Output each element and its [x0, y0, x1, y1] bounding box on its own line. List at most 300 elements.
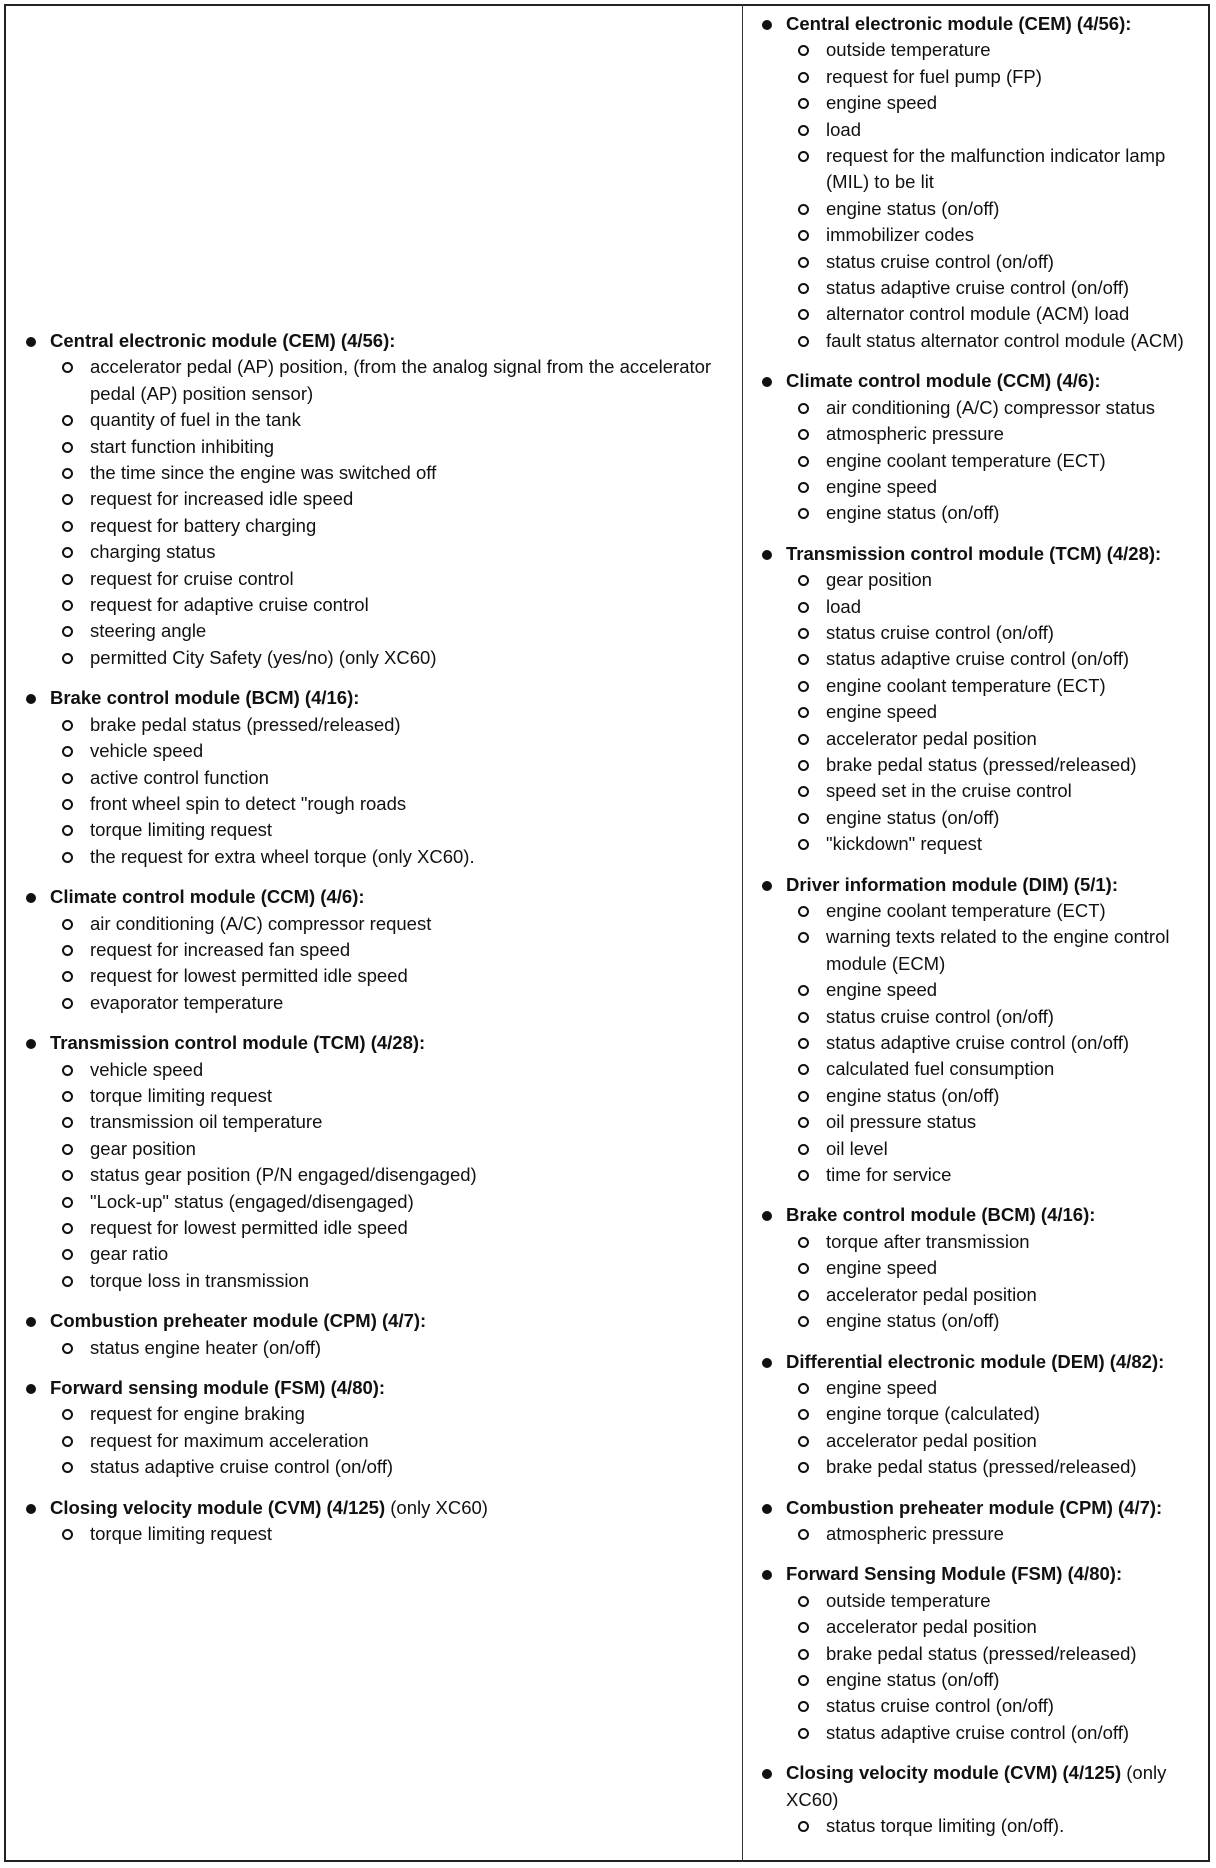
hollow-bullet-icon: [798, 508, 809, 519]
signal-item: [756, 1667, 1206, 1693]
signal-text: torque limiting request: [90, 819, 273, 841]
signal-list: [756, 1521, 1206, 1547]
bullet-icon: [762, 1570, 772, 1580]
signal-list: [756, 1375, 1206, 1481]
signal-list: [20, 1057, 720, 1295]
signal-text: engine speed: [826, 701, 938, 723]
hollow-bullet-icon: [798, 813, 809, 824]
module-section: [756, 1202, 1206, 1334]
signal-text: status cruise control (on/off): [826, 621, 1054, 643]
hollow-bullet-icon: [798, 985, 809, 996]
hollow-bullet-icon: [62, 1249, 73, 1260]
signal-item: [756, 1255, 1206, 1281]
signal-item: [756, 117, 1206, 143]
signal-item: [756, 1004, 1206, 1030]
module-section: [756, 368, 1206, 526]
module-heading: [756, 1561, 1206, 1587]
signal-text: torque limiting request: [90, 1523, 273, 1545]
signal-item: [20, 963, 720, 989]
hollow-bullet-icon: [62, 945, 73, 956]
module-title: Transmission control module (TCM) (4/28):: [50, 1032, 426, 1054]
module-section: [20, 1030, 720, 1294]
hollow-bullet-icon: [798, 760, 809, 771]
signal-item: [20, 990, 720, 1016]
hollow-bullet-icon: [798, 1316, 809, 1327]
bullet-icon: [762, 881, 772, 891]
hollow-bullet-icon: [62, 1197, 73, 1208]
module-heading: [20, 884, 720, 910]
hollow-bullet-icon: [798, 1290, 809, 1301]
signal-item: [756, 500, 1206, 526]
hollow-bullet-icon: [62, 468, 73, 479]
hollow-bullet-icon: [798, 1728, 809, 1739]
signal-text: request for increased fan speed: [90, 938, 351, 960]
hollow-bullet-icon: [798, 1064, 809, 1075]
module-title: Climate control module (CCM) (4/6):: [50, 886, 365, 908]
signal-item: [756, 249, 1206, 275]
signal-text: torque after transmission: [826, 1230, 1030, 1252]
signal-item: [756, 275, 1206, 301]
signal-text: the time since the engine was switched off: [90, 462, 437, 484]
signal-item: [756, 1030, 1206, 1056]
hollow-bullet-icon: [798, 45, 809, 56]
signal-text: engine coolant temperature (ECT): [826, 900, 1106, 921]
signal-item: [756, 1056, 1206, 1082]
signal-list: [20, 354, 720, 671]
signal-text: engine torque (calculated): [826, 1403, 1040, 1425]
signal-item: [20, 1162, 720, 1188]
signal-text: transmission oil temperature: [90, 1111, 323, 1133]
signal-text: status torque limiting (on/off).: [826, 1815, 1065, 1836]
signal-text: outside temperature: [826, 39, 991, 61]
hollow-bullet-icon: [798, 336, 809, 347]
signal-text: gear position: [826, 569, 932, 591]
signal-item: [20, 645, 720, 671]
bullet-icon: [762, 20, 772, 30]
hollow-bullet-icon: [798, 403, 809, 414]
signal-item: [20, 592, 720, 618]
hollow-bullet-icon: [798, 1263, 809, 1274]
module-section: [756, 1760, 1206, 1839]
signal-text: engine status (on/off): [826, 806, 1000, 828]
signal-item: [756, 1454, 1206, 1480]
module-heading: [756, 368, 1206, 394]
signal-text: engine speed: [826, 1257, 938, 1279]
signal-text: speed set in the cruise control: [826, 780, 1072, 802]
signal-list: [756, 1229, 1206, 1335]
hollow-bullet-icon: [798, 1144, 809, 1155]
signal-item: [20, 765, 720, 791]
signal-item: [756, 90, 1206, 116]
signal-item: [20, 618, 720, 644]
hollow-bullet-icon: [798, 456, 809, 467]
signal-item: [756, 673, 1206, 699]
signal-item: [756, 301, 1206, 327]
signal-text: brake pedal status (pressed/released): [826, 1642, 1137, 1664]
signal-item: [756, 778, 1206, 804]
signal-item: [756, 421, 1206, 447]
hollow-bullet-icon: [798, 98, 809, 109]
hollow-bullet-icon: [798, 575, 809, 586]
signal-item: [20, 539, 720, 565]
module-heading: [20, 685, 720, 711]
bullet-icon: [26, 1504, 36, 1514]
bullet-icon: [762, 1504, 772, 1514]
hollow-bullet-icon: [62, 1144, 73, 1155]
module-section: [756, 11, 1206, 354]
hollow-bullet-icon: [62, 415, 73, 426]
signal-item: [20, 1401, 720, 1427]
signal-list: [20, 1401, 720, 1480]
module-section: [20, 1308, 720, 1361]
hollow-bullet-icon: [62, 773, 73, 784]
module-section: [756, 541, 1206, 858]
module-heading: [756, 1202, 1206, 1228]
bullet-icon: [762, 377, 772, 387]
hollow-bullet-icon: [798, 839, 809, 850]
signal-text: engine status (on/off): [826, 1084, 1000, 1106]
hollow-bullet-icon: [798, 654, 809, 665]
module-heading: [20, 328, 720, 354]
signal-item: [756, 474, 1206, 500]
signal-text: calculated fuel consumption: [826, 1058, 1055, 1080]
signal-list: [756, 1813, 1206, 1839]
signal-item: [20, 1215, 720, 1241]
signal-item: [756, 831, 1206, 857]
signal-text: start function inhibiting: [90, 435, 275, 457]
hollow-bullet-icon: [62, 1065, 73, 1076]
signal-list: [756, 898, 1206, 1188]
bullet-icon: [26, 1317, 36, 1327]
signal-text: accelerator pedal position: [826, 1616, 1037, 1638]
module-heading: [756, 872, 1206, 898]
bullet-icon: [26, 694, 36, 704]
signal-text: vehicle speed: [90, 1058, 204, 1080]
module-title: Forward sensing module (FSM) (4/80):: [50, 1377, 386, 1399]
module-title: Forward Sensing Module (FSM) (4/80):: [786, 1563, 1123, 1585]
module-title: Brake control module (BCM) (4/16):: [786, 1204, 1096, 1226]
signal-text: status cruise control (on/off): [826, 1695, 1054, 1717]
hollow-bullet-icon: [62, 825, 73, 836]
signal-item: [20, 1268, 720, 1294]
signal-item: [756, 328, 1206, 354]
hollow-bullet-icon: [798, 257, 809, 268]
signal-list: [756, 37, 1206, 354]
signal-text: status adaptive cruise control (on/off): [826, 277, 1130, 299]
signal-item: [20, 1109, 720, 1135]
left-column: [20, 328, 720, 1561]
signal-item: [756, 1229, 1206, 1255]
hollow-bullet-icon: [798, 204, 809, 215]
signal-item: [756, 1720, 1206, 1746]
hollow-bullet-icon: [62, 547, 73, 558]
module-heading: [756, 11, 1206, 37]
signal-item: [20, 712, 720, 738]
hollow-bullet-icon: [798, 283, 809, 294]
hollow-bullet-icon: [798, 1170, 809, 1181]
hollow-bullet-icon: [62, 442, 73, 453]
hollow-bullet-icon: [798, 1038, 809, 1049]
signal-item: [756, 395, 1206, 421]
signal-text: accelerator pedal position: [826, 1283, 1037, 1305]
signal-text: status engine heater (on/off): [90, 1336, 322, 1358]
signal-item: [756, 1813, 1206, 1839]
hollow-bullet-icon: [798, 1012, 809, 1023]
module-heading: [756, 1760, 1206, 1813]
signal-text: atmospheric pressure: [826, 1522, 1004, 1544]
hollow-bullet-icon: [62, 720, 73, 731]
hollow-bullet-icon: [798, 932, 809, 943]
signal-item: [20, 1083, 720, 1109]
bullet-icon: [26, 893, 36, 903]
signal-item: [20, 911, 720, 937]
module-title-suffix: (only XC60): [385, 1496, 488, 1518]
signal-item: [20, 1241, 720, 1267]
module-title: Central electronic module (CEM) (4/56):: [50, 330, 396, 351]
hollow-bullet-icon: [798, 482, 809, 493]
signal-item: [756, 1428, 1206, 1454]
bullet-icon: [762, 550, 772, 560]
module-section: [20, 685, 720, 870]
hollow-bullet-icon: [798, 309, 809, 320]
signal-item: [20, 738, 720, 764]
signal-item: [756, 977, 1206, 1003]
signal-item: [756, 726, 1206, 752]
module-title: Closing velocity module (CVM) (4/125): [786, 1762, 1122, 1784]
signal-text: brake pedal status (pressed/released): [826, 753, 1137, 775]
signal-item: [20, 1189, 720, 1215]
signal-item: [756, 805, 1206, 831]
signal-text: charging status: [90, 541, 216, 563]
signal-text: request for maximum acceleration: [90, 1429, 369, 1451]
module-title: Central electronic module (CEM) (4/56):: [786, 13, 1132, 34]
hollow-bullet-icon: [798, 1649, 809, 1660]
module-heading: [756, 541, 1206, 567]
signal-text: outside temperature: [826, 1589, 991, 1611]
signal-item: [756, 1162, 1206, 1188]
signal-text: the request for extra wheel torque (only XC60).: [90, 845, 475, 867]
hollow-bullet-icon: [798, 1596, 809, 1607]
hollow-bullet-icon: [798, 230, 809, 241]
signal-item: [20, 354, 720, 407]
signal-item: [756, 222, 1206, 248]
hollow-bullet-icon: [62, 746, 73, 757]
bullet-icon: [762, 1769, 772, 1779]
signal-item: [20, 1454, 720, 1480]
hollow-bullet-icon: [62, 362, 73, 373]
signal-text: status adaptive cruise control (on/off): [826, 1721, 1130, 1743]
signal-item: [756, 64, 1206, 90]
hollow-bullet-icon: [62, 1170, 73, 1181]
module-section: [756, 872, 1206, 1189]
signal-item: [20, 1428, 720, 1454]
module-title: Combustion preheater module (CPM) (4/7):: [50, 1310, 427, 1332]
module-section: [20, 1495, 720, 1548]
signal-list: [756, 395, 1206, 527]
signal-text: torque limiting request: [90, 1084, 273, 1106]
signal-text: request for cruise control: [90, 567, 294, 589]
signal-item: [20, 434, 720, 460]
signal-text: gear position: [90, 1137, 196, 1159]
hollow-bullet-icon: [798, 906, 809, 917]
signal-text: time for service: [826, 1164, 952, 1186]
signal-text: request for the malfunction indicator lamp (MIL) to be lit: [826, 145, 1166, 193]
signal-text: request for lowest permitted idle speed: [90, 1217, 408, 1238]
hollow-bullet-icon: [798, 1675, 809, 1686]
signal-text: accelerator pedal position: [826, 1429, 1037, 1451]
signal-list: [756, 567, 1206, 857]
hollow-bullet-icon: [62, 919, 73, 930]
module-title: Differential electronic module (DEM) (4/82):: [786, 1350, 1165, 1372]
signal-item: [756, 567, 1206, 593]
signal-text: steering angle: [90, 620, 207, 642]
signal-text: engine status (on/off): [826, 1668, 1000, 1690]
hollow-bullet-icon: [798, 1409, 809, 1420]
signal-text: engine status (on/off): [826, 197, 1000, 219]
signal-item: [20, 407, 720, 433]
module-title: Closing velocity module (CVM) (4/125): [50, 1496, 386, 1518]
signal-item: [756, 1136, 1206, 1162]
hollow-bullet-icon: [798, 72, 809, 83]
signal-item: [756, 594, 1206, 620]
module-section: [756, 1495, 1206, 1548]
signal-text: status cruise control (on/off): [826, 250, 1054, 272]
signal-text: oil pressure status: [826, 1111, 977, 1133]
signal-text: air conditioning (A/C) compressor status: [826, 396, 1156, 418]
hollow-bullet-icon: [798, 1622, 809, 1633]
signal-item: [756, 924, 1206, 977]
signal-item: [756, 1588, 1206, 1614]
signal-text: status adaptive cruise control (on/off): [826, 1032, 1130, 1054]
signal-text: brake pedal status (pressed/released): [826, 1456, 1137, 1478]
module-heading: [756, 1495, 1206, 1521]
signal-item: [756, 1521, 1206, 1547]
signal-item: [20, 1136, 720, 1162]
hollow-bullet-icon: [62, 574, 73, 585]
signal-text: torque loss in transmission: [90, 1269, 310, 1291]
hollow-bullet-icon: [798, 1821, 809, 1832]
signal-text: evaporator temperature: [90, 991, 284, 1013]
signal-item: [756, 646, 1206, 672]
signal-text: permitted City Safety (yes/no) (only XC60): [90, 646, 437, 668]
signal-item: [756, 898, 1206, 924]
signal-item: [756, 1083, 1206, 1109]
signal-text: accelerator pedal position: [826, 727, 1037, 749]
signal-text: engine speed: [826, 475, 938, 497]
module-heading: [20, 1030, 720, 1056]
signal-item: [756, 699, 1206, 725]
signal-text: quantity of fuel in the tank: [90, 409, 301, 431]
signal-text: fault status alternator control module (ACM): [826, 329, 1184, 351]
signal-text: engine coolant temperature (ECT): [826, 674, 1106, 696]
signal-item: [756, 1109, 1206, 1135]
module-section: [756, 1349, 1206, 1481]
signal-item: [20, 937, 720, 963]
hollow-bullet-icon: [62, 1436, 73, 1447]
bullet-icon: [26, 337, 36, 347]
signal-text: engine speed: [826, 1376, 938, 1398]
hollow-bullet-icon: [62, 799, 73, 810]
module-title: Transmission control module (TCM) (4/28):: [786, 542, 1162, 564]
signal-text: status adaptive cruise control (on/off): [90, 1456, 394, 1478]
signal-item: [20, 817, 720, 843]
signal-text: engine speed: [826, 979, 938, 1001]
signal-item: [756, 1614, 1206, 1640]
signal-text: load: [826, 118, 861, 140]
signal-item: [756, 1641, 1206, 1667]
signal-text: request for engine braking: [90, 1403, 305, 1425]
signal-item: [20, 513, 720, 539]
hollow-bullet-icon: [62, 1409, 73, 1420]
signal-item: [20, 1521, 720, 1547]
signal-text: front wheel spin to detect "rough roads: [90, 792, 407, 814]
hollow-bullet-icon: [798, 628, 809, 639]
module-title: Combustion preheater module (CPM) (4/7):: [786, 1496, 1163, 1518]
signal-list: [20, 712, 720, 870]
hollow-bullet-icon: [798, 1091, 809, 1102]
signal-text: request for fuel pump (FP): [826, 65, 1042, 87]
signal-text: request for adaptive cruise control: [90, 594, 369, 616]
signal-text: brake pedal status (pressed/released): [90, 713, 401, 735]
hollow-bullet-icon: [62, 1529, 73, 1540]
signal-list: [20, 1521, 720, 1547]
signal-item: [756, 1282, 1206, 1308]
hollow-bullet-icon: [62, 1091, 73, 1102]
signal-text: "kickdown" request: [826, 833, 983, 855]
module-section: [20, 328, 720, 671]
module-title: Climate control module (CCM) (4/6):: [786, 370, 1101, 392]
signal-item: [20, 1335, 720, 1361]
hollow-bullet-icon: [798, 429, 809, 440]
signal-text: engine status (on/off): [826, 1310, 1000, 1332]
hollow-bullet-icon: [62, 521, 73, 532]
signal-item: [756, 1308, 1206, 1334]
signal-text: accelerator pedal (AP) position, (from the analog signal from the accelerator pedal (AP) position sensor): [90, 356, 712, 404]
hollow-bullet-icon: [62, 1223, 73, 1234]
module-section: [20, 1375, 720, 1481]
signal-item: [756, 37, 1206, 63]
hollow-bullet-icon: [798, 602, 809, 613]
signal-text: load: [826, 595, 861, 617]
hollow-bullet-icon: [62, 600, 73, 611]
signal-text: status cruise control (on/off): [826, 1005, 1054, 1027]
column-divider: [742, 4, 743, 1862]
hollow-bullet-icon: [798, 1436, 809, 1447]
module-heading: [20, 1308, 720, 1334]
signal-text: atmospheric pressure: [826, 423, 1004, 445]
hollow-bullet-icon: [798, 125, 809, 136]
module-heading: [20, 1375, 720, 1401]
module-title: Driver information module (DIM) (5/1):: [786, 873, 1118, 895]
signal-item: [20, 566, 720, 592]
hollow-bullet-icon: [798, 1383, 809, 1394]
signal-item: [20, 844, 720, 870]
signal-text: active control function: [90, 766, 269, 788]
module-title-suffix: (only XC60): [786, 1762, 1167, 1810]
hollow-bullet-icon: [798, 1701, 809, 1712]
signal-text: request for lowest permitted idle speed: [90, 965, 408, 987]
signal-list: [20, 911, 720, 1017]
hollow-bullet-icon: [62, 653, 73, 664]
signal-text: oil level: [826, 1137, 888, 1159]
hollow-bullet-icon: [798, 151, 809, 162]
bullet-icon: [26, 1384, 36, 1394]
signal-item: [756, 196, 1206, 222]
hollow-bullet-icon: [798, 734, 809, 745]
signal-text: air conditioning (A/C) compressor request: [90, 912, 432, 934]
signal-text: engine speed: [826, 92, 938, 114]
signal-text: "Lock-up" status (engaged/disengaged): [90, 1190, 414, 1212]
